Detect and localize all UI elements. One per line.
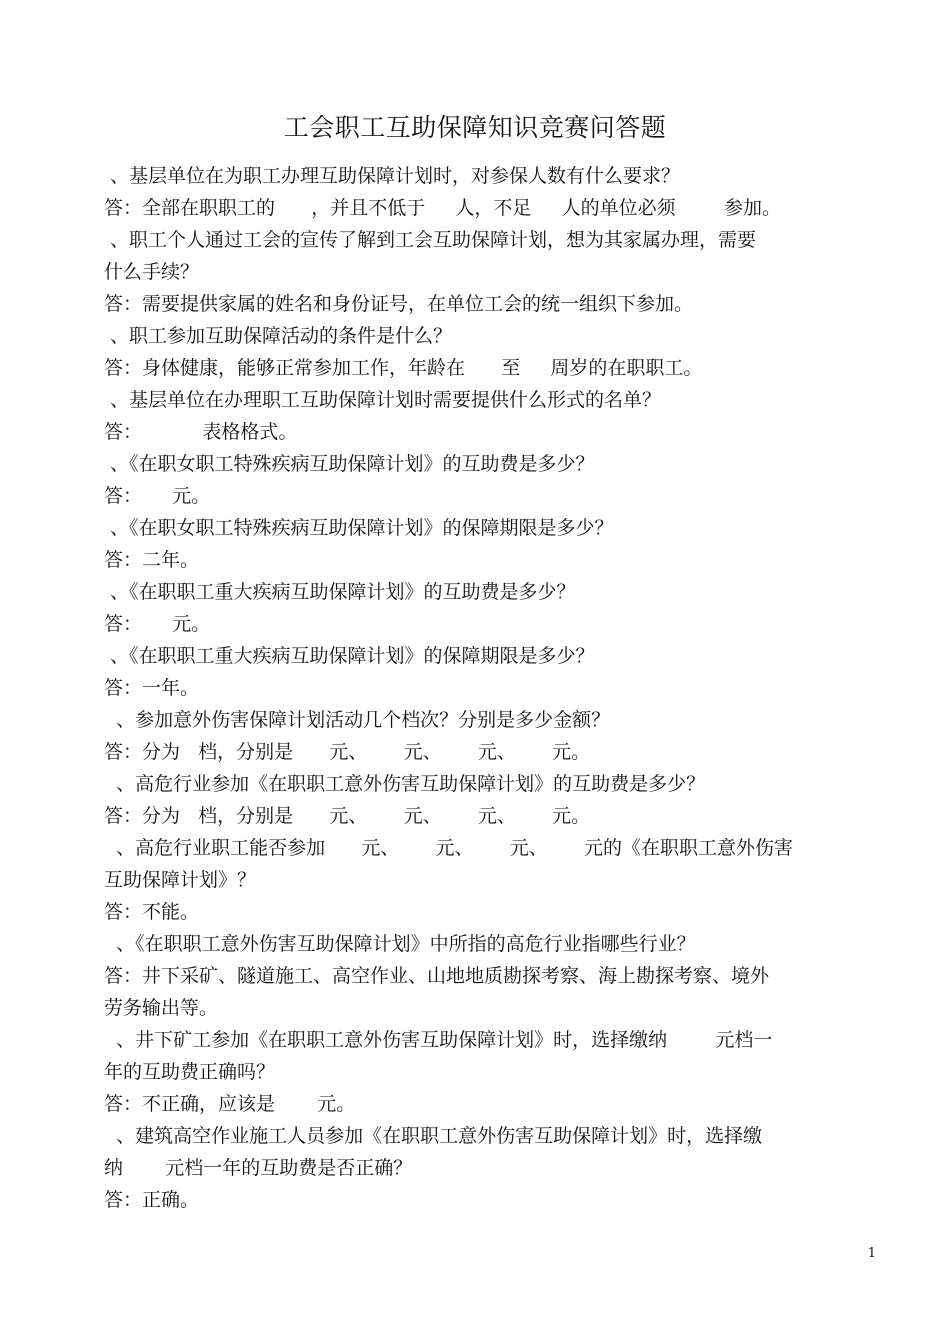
text-line: 答：正确。	[104, 1189, 200, 1211]
text-line: 、基层单位在办理职工互助保障计划时需要提供什么形式的名单？	[104, 389, 662, 411]
text-line: 、高危行业参加《在职职工意外伤害互助保障计划》的互助费是多少？	[104, 773, 706, 795]
qa-content	[104, 160, 880, 1216]
text-line: 、参加意外伤害保障计划活动几个档次？分别是多少金额？	[104, 709, 611, 731]
text-line: 答：井下采矿、隧道施工、高空作业、山地地质勘探考察、海上勘探考察、境外	[104, 965, 770, 987]
text-line: 纳 元档一年的互助费是否正确？	[104, 1157, 413, 1179]
text-line: 年的互助费正确吗？	[104, 1061, 276, 1083]
text-line: 劳务输出等。	[104, 997, 219, 1019]
text-line: 、高危行业职工能否参加 元、 元、 元、 元的《在职职工意外伤害	[104, 837, 794, 859]
text-line: 、职工个人通过工会的宣传了解到工会互助保障计划，想为其家属办理，需要	[104, 229, 757, 251]
text-line: 、《在职职工重大疾病互助保障计划》的保障期限是多少？	[104, 645, 595, 667]
text-line: 答：分为 档，分别是 元、 元、 元、 元。	[104, 805, 591, 827]
text-line: 、《在职女职工特殊疾病互助保障计划》的互助费是多少？	[104, 453, 595, 475]
text-line: 答：分为 档，分别是 元、 元、 元、 元。	[104, 741, 591, 763]
text-line: 答：需要提供家属的姓名和身份证号，在单位工会的统一组织下参加。	[104, 293, 694, 315]
text-line: 答：身体健康，能够正常参加工作，年龄在 至 周岁的在职职工。	[104, 357, 703, 379]
text-line: 答：二年。	[104, 549, 200, 571]
text-line: 答：不正确，应该是 元。	[104, 1093, 356, 1115]
text-line: 答：全部在职职工的 ，并且不低于 人，不足 人的单位必须 参加。	[104, 197, 781, 219]
document-title: 工会职工互助保障知识竞赛问答题	[283, 113, 667, 142]
text-line: 答： 元。	[104, 613, 211, 635]
text-line: 互助保障计划》？	[104, 869, 257, 891]
text-line: 什么手续？	[104, 261, 200, 283]
page-number: 1	[867, 1246, 876, 1261]
text-line: 、《在职职工意外伤害互助保障计划》中所指的高危行业指哪些行业？	[104, 933, 696, 955]
text-line: 、建筑高空作业施工人员参加《在职职工意外伤害互助保障计划》时，选择缴	[104, 1125, 763, 1147]
text-line: 答：不能。	[104, 901, 200, 923]
text-line: 、井下矿工参加《在职职工意外伤害互助保障计划》时，选择缴纳 元档一	[104, 1029, 773, 1051]
text-line: 答： 表格格式。	[104, 421, 298, 443]
text-line: 答：一年。	[104, 677, 200, 699]
text-line: 、基层单位在为职工办理互助保障计划时，对参保人数有什么要求？	[104, 165, 681, 187]
text-line: 、职工参加互助保障活动的条件是什么？	[104, 325, 453, 347]
text-line: 、《在职职工重大疾病互助保障计划》的互助费是多少？	[104, 581, 576, 603]
text-line: 、《在职女职工特殊疾病互助保障计划》的保障期限是多少？	[104, 517, 614, 539]
text-line: 答： 元。	[104, 485, 211, 507]
